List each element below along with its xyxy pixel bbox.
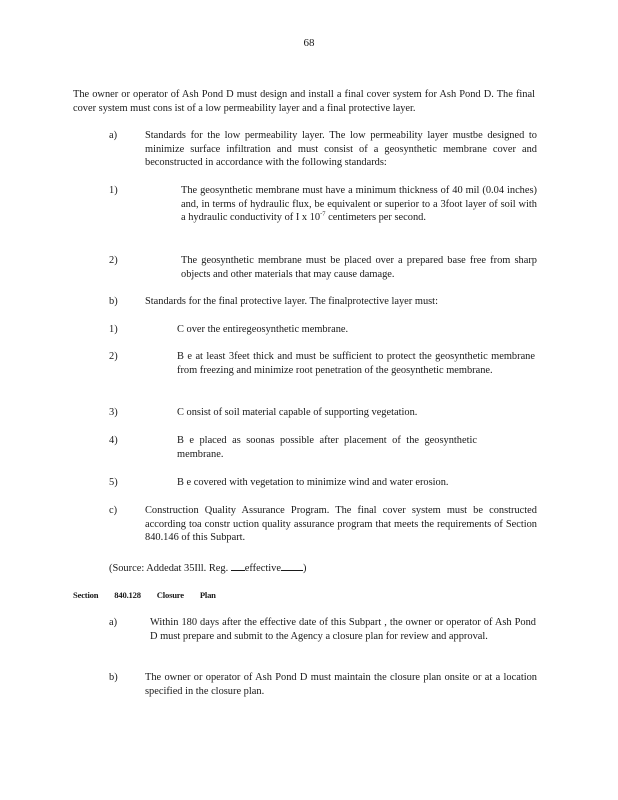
section-b-item-5-num: 5) [109,477,118,488]
source-blank-1 [231,560,245,571]
closure-b-label: b) [109,672,118,683]
section-a-item-1-num: 1) [109,185,118,196]
section-c-text: Construction Quality Assurance Program. The final cover system must be constructed according toa constr uction quality assurance program that meets the requirements of Section 840.146 of this Subpart. [145,505,537,544]
section-heading [73,589,230,603]
closure-b-text: The owner or operator of Ash Pond D must maintain the closure plan onsite or at a location specified in the closure plan. [145,672,537,697]
section-b-item-1-text: C over the entiregeosynthetic membrane. [177,324,349,335]
page-number: 68 [303,37,315,49]
section-heading-word: Section [73,590,99,600]
section-heading-title-2: Plan [199,590,216,600]
section-b-item-3-num: 3) [109,407,118,418]
section-b-text: Standards for the final protective layer. The finalprotective layer must: [145,296,438,307]
source-blank-2 [281,560,303,571]
section-a-item-2-text: The geosynthetic membrane must be placed over a prepared base free from sharp objects and other materials that may cause damage. [181,255,537,280]
section-a-item-1-text [181,184,537,225]
section-a-text: Standards for the low permeability layer. The low permeability layer mustbe designed to minimize surface infiltration and must consist of a geosynthetic membrane cover and beconstructed in accordance with the following standards: [145,130,537,169]
source-suffix: ) [302,563,307,574]
section-b-item-5-text: B e covered with vegetation to minimize wind and water erosion. [177,477,449,488]
exponent: -7 [320,210,326,218]
section-c-label: c) [109,505,118,516]
source-note [109,560,306,576]
intro-paragraph: The owner or operator of Ash Pond D must design and install a final cover system for Ash Pond D. The final cover system must cons ist of a low permeability layer and a final protective layer. [73,89,535,114]
section-b-item-3-text: C onsist of soil material capable of supporting vegetation. [177,407,418,418]
section-b-item-1-num: 1) [109,324,118,335]
closure-a-text: Within 180 days after the effective date of this Subpart , the owner or operator of Ash Pond D must prepare and submit to the Agency a closure plan for review and approval. [150,617,536,642]
section-b-item-4-text: B e placed as soonas possible after placement of the geosynthetic membrane. [177,435,477,460]
section-a-item-2-num: 2) [109,255,118,266]
section-b-label: b) [109,296,118,307]
section-heading-title-1: Closure [156,590,184,600]
section-b-item-4-num: 4) [109,435,118,446]
source-prefix: (Source: Addedat 35Ill. Reg. [109,563,229,574]
item-1-text-after: centimeters per second. [328,212,426,224]
section-b-item-2-text: B e at least 3feet thick and must be sufficient to protect the geosynthetic membrane from freezing and minimize root penetration of the geosynthetic membrane. [177,351,535,376]
closure-a-label: a) [109,617,118,628]
section-a-label: a) [109,130,118,141]
item-1-text-before: The geosynthetic membrane must have a minimum thickness of 40 mil (0.04 inches) and, in terms of hydraulic flux, be equivalent or superior to a 3foot layer of soil with a hydraulic conductivity of I x 10 [181,185,537,224]
section-heading-number: 840.128 [114,590,141,600]
source-effective: effective [244,563,281,574]
section-b-item-2-num: 2) [109,351,118,362]
